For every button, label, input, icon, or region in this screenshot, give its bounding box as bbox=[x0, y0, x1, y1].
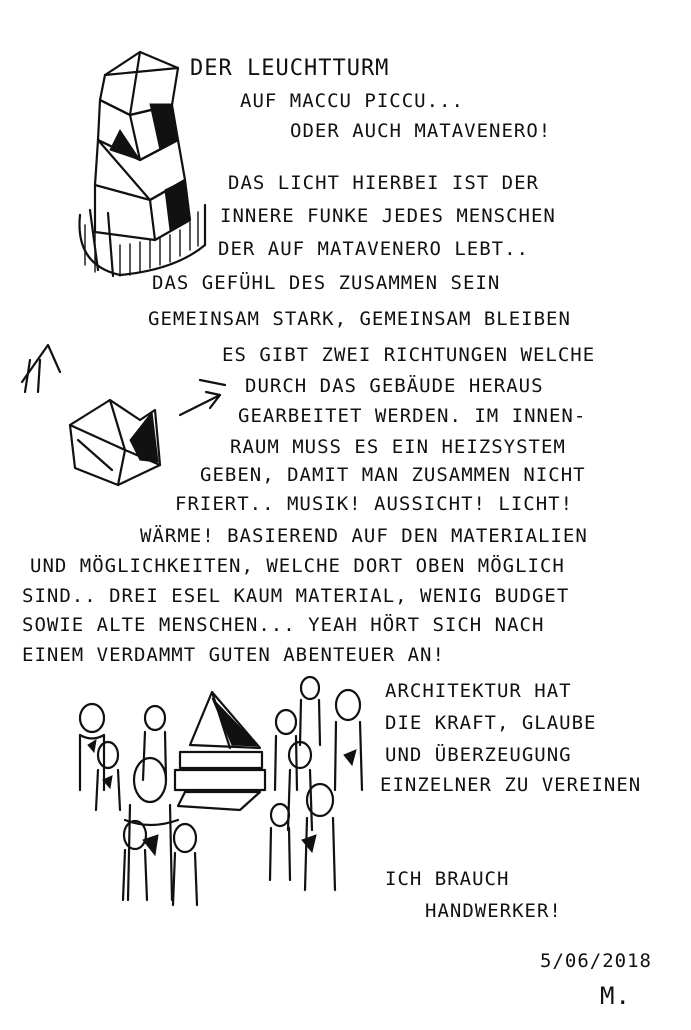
subtitle-line-1: AUF MACCU PICCU... bbox=[240, 90, 464, 112]
architecture-line: UND ÜBERZEUGUNG bbox=[385, 744, 572, 766]
architecture-line: ARCHITEKTUR HAT bbox=[385, 680, 572, 702]
paragraph-line: SIND.. DREI ESEL KAUM MATERIAL, WENIG BUDGET bbox=[22, 585, 570, 607]
subtitle-line-2: ODER AUCH MATAVENERO! bbox=[290, 120, 552, 142]
people-pyramid-sketch bbox=[80, 677, 362, 905]
lighthouse-tower-sketch bbox=[80, 52, 206, 276]
paragraph-line: RAUM MUSS ES EIN HEIZSYSTEM bbox=[230, 436, 566, 458]
paragraph-line: DER AUF MATAVENERO LEBT.. bbox=[218, 238, 529, 260]
paragraph-line: DAS LICHT HIERBEI IST DER bbox=[228, 172, 539, 194]
paragraph-line: DURCH DAS GEBÄUDE HERAUS bbox=[245, 375, 544, 397]
paragraph-line: FRIERT.. MUSIK! AUSSICHT! LICHT! bbox=[175, 493, 574, 515]
paragraph-line: WÄRME! BASIEREND AUF DEN MATERIALIEN bbox=[140, 525, 588, 547]
paragraph-line: GEARBEITET WERDEN. IM INNEN- bbox=[238, 405, 587, 427]
architecture-line: EINZELNER ZU VEREINEN bbox=[380, 774, 642, 796]
closing-line: HANDWERKER! bbox=[425, 900, 562, 922]
paragraph-line: EINEM VERDAMMT GUTEN ABENTEUER AN! bbox=[22, 644, 445, 666]
paragraph-line: INNERE FUNKE JEDES MENSCHEN bbox=[220, 205, 556, 227]
paragraph-line: GEBEN, DAMIT MAN ZUSAMMEN NICHT bbox=[200, 464, 586, 486]
arrow-sketch bbox=[22, 345, 60, 392]
architecture-line: DIE KRAFT, GLAUBE bbox=[385, 712, 597, 734]
title: DER LEUCHTTURM bbox=[190, 56, 390, 81]
closing-line: ICH BRAUCH bbox=[385, 868, 510, 890]
paragraph-line: UND MÖGLICHKEITEN, WELCHE DORT OBEN MÖGLICH bbox=[30, 555, 565, 577]
signature: M. bbox=[600, 982, 631, 1010]
paragraph-line: DAS GEFÜHL DES ZUSAMMEN SEIN bbox=[152, 272, 501, 294]
paragraph-line: GEMEINSAM STARK, GEMEINSAM BLEIBEN bbox=[148, 308, 571, 330]
paragraph-line: ES GIBT ZWEI RICHTUNGEN WELCHE bbox=[222, 344, 596, 366]
date: 5/06/2018 bbox=[540, 950, 652, 972]
paragraph-line: SOWIE ALTE MENSCHEN... YEAH HÖRT SICH NACH bbox=[22, 614, 545, 636]
